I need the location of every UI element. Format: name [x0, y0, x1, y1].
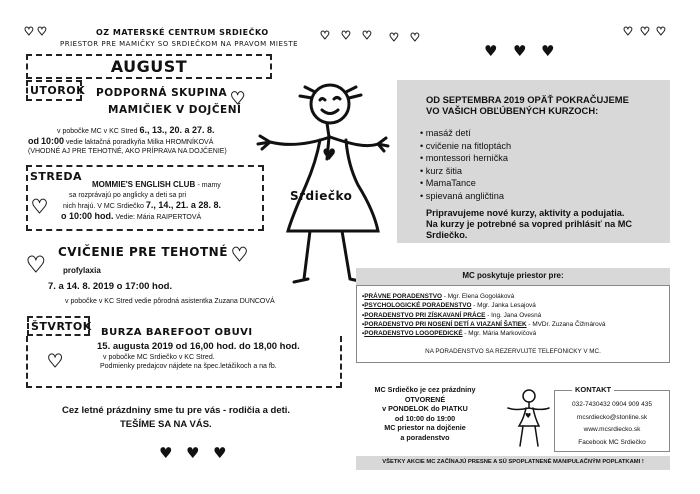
heart-icon: ♥: [410, 31, 420, 44]
heart-icon: ♥: [362, 29, 372, 42]
streda-title: MOMMIE'S ENGLISH CLUB: [92, 180, 196, 189]
heart-icon: ♥: [320, 29, 330, 42]
service-name: PORADENSTVO LOGOPEDICKÉ: [364, 330, 463, 338]
service-item: [362, 311, 605, 320]
contact-facebook[interactable]: Facebook MC Srdiečko: [578, 438, 646, 446]
figure-heart-icon: ♥: [322, 145, 337, 164]
course-list: [420, 127, 511, 203]
contact-title: KONTAKT: [572, 385, 614, 394]
srdiecko-small-figure: [505, 388, 551, 450]
heart-icon: ♥: [26, 253, 46, 278]
heart-icon: ♥: [341, 29, 351, 42]
stvrtok-line-3: Podmienky predajcov nájdete na špec.letáčikoch a na fb.: [100, 363, 277, 370]
september-title-2: VO VAŠICH OBĽÚBENÝCH KURZOCH:: [426, 105, 599, 116]
contact-list: [554, 399, 670, 449]
tehotne-subtitle: profylaxia: [63, 266, 101, 275]
holiday-line-6: a poradenstvo: [400, 432, 450, 442]
srdiecko-figure: [250, 82, 390, 287]
contact-web[interactable]: www.mcsrdiecko.sk: [583, 426, 641, 433]
course-item: • cvičenie na fitloptách: [420, 140, 511, 153]
heart-icon: ♥: [231, 244, 249, 266]
september-title-1: OD SEPTEMBRA 2019 OPÄŤ POKRAČUJEME: [426, 94, 629, 105]
streda-time: o 10:00 hod.: [61, 211, 114, 221]
heart-icon: ♥: [623, 25, 633, 38]
figure-label: Srdiečko: [290, 189, 353, 203]
heart-icon: ♥: [213, 444, 227, 462]
september-note-3: Srdiečko.: [426, 230, 468, 240]
header-org: OZ MATERSKÉ CENTRUM SRDIEČKO: [96, 28, 269, 37]
utorok-line-1: [57, 126, 215, 136]
service-person: - Mgr. Janka Lesajová: [471, 302, 536, 310]
utorok-place: v pobočke MC v KC Stred: [57, 128, 138, 135]
heart-icon: ♥: [47, 351, 64, 372]
services-list: [362, 292, 605, 338]
summer-line-1: Cez letné prázdniny sme tu pre vás - rodičia a deti.: [62, 405, 291, 416]
utorok-line-3: (VHODNÉ AJ PRE TEHOTNÉ, AKO PRÍPRAVA NA DOJČENIE): [28, 148, 227, 155]
month-title: AUGUST: [110, 57, 188, 76]
heart-icon: ♥: [37, 25, 47, 38]
streda-lead: Vedie: Mária RAIPERTOVÁ: [115, 214, 202, 221]
utorok-lead: vedie laktačná poradkyňa Milka HROMNÍKOVÁ: [65, 139, 214, 146]
streda-line-4: [61, 212, 201, 222]
service-item: [362, 301, 605, 310]
holiday-line-2: OTVORENÉ: [404, 394, 446, 404]
stvrtok-line-2: v pobočke MC Srdiečko v KC Stred.: [103, 354, 215, 361]
streda-place: V MC Srdiečko: [97, 203, 144, 210]
heart-icon: ♥: [31, 196, 49, 218]
service-person: - Mgr. Elena Gogoláková: [442, 293, 515, 300]
utorok-title-1: PODPORNÁ SKUPINA: [96, 87, 228, 99]
service-name: PORADENSTVO PRI ZÍSKAVANÍ PRÁCE: [364, 311, 486, 319]
stvrtok-box: [26, 336, 342, 388]
tehotne-dates: 7. a 14. 8. 2019 o 17:00 hod.: [48, 281, 173, 292]
streda-dates: 7., 14., 21. a 28. 8.: [145, 200, 221, 210]
streda-line-3: [63, 201, 221, 211]
tehotne-note: v pobočke v KC Stred vedie pôrodná asistentka Zuzana DUNCOVÁ: [65, 298, 275, 305]
course-item: • montessori hernička: [420, 152, 511, 165]
heart-icon: ♥: [24, 25, 34, 38]
streda-line-2: sa rozprávajú po anglicky a deti sa pri: [69, 192, 187, 199]
course-item: • spievaná angličtina: [420, 190, 511, 203]
streda-play: nich hrajú.: [63, 203, 96, 210]
stvrtok-title: BURZA BAREFOOT OBUVI: [101, 327, 253, 338]
service-name: PRÁVNE PORADENSTVO: [364, 293, 443, 300]
heart-icon: ♥: [389, 31, 399, 44]
heart-icon: ♥: [541, 42, 555, 60]
stvrtok-line-1: 15. augusta 2019 od 16,00 hod. do 18,00 hod.: [97, 341, 300, 352]
september-note-1: Pripravujeme nové kurzy, aktivity a podujatia.: [426, 208, 625, 218]
streda-desc: - mamy: [197, 182, 221, 189]
heart-icon: ♥: [484, 42, 498, 60]
summer-line-2: TEŠÍME SA NA VÁS.: [120, 419, 212, 430]
header-tagline: PRIESTOR PRE MAMIČKY SO SRDIEČKOM NA PRAVOM MIESTE: [60, 40, 299, 48]
course-item: • kurz šitia: [420, 165, 511, 178]
day-label-utorok: UTOROK: [30, 84, 86, 97]
heart-icon: ♥: [230, 89, 246, 109]
course-item: • masáž detí: [420, 127, 511, 140]
service-item: [362, 292, 605, 301]
service-person: - Ing. Jana Ovesná: [485, 311, 542, 319]
service-item: [362, 329, 605, 338]
course-item: • MamaTance: [420, 177, 511, 190]
utorok-line-2: [28, 137, 213, 147]
contact-phones: 032-7430432 0904 909 435: [572, 401, 652, 408]
september-note-2: Na kurzy je potrebné sa vopred prihlásiť na MC: [426, 219, 633, 229]
day-label-streda: STREDA: [30, 170, 83, 183]
utorok-title-2: MAMIČIEK V DOJČENÍ: [108, 104, 242, 116]
utorok-dates: 6., 13., 20. a 27. 8.: [139, 125, 215, 135]
service-name: PSYCHOLOGICKÉ PORADENSTVO: [364, 302, 472, 310]
utorok-od: od: [28, 136, 39, 146]
heart-icon: ♥: [513, 42, 527, 60]
heart-icon: ♥: [159, 444, 173, 462]
streda-line-1: [92, 180, 221, 190]
holiday-line-1: MC Srdiečko je cez prázdniny: [374, 385, 476, 394]
heart-icon: ♥: [656, 25, 666, 38]
utorok-time: 10:00: [40, 136, 64, 146]
heart-icon: ♥: [186, 444, 200, 462]
tehotne-title: CVIČENIE PRE TEHOTNÉ: [58, 245, 228, 259]
service-person: - MVDr. Zuzana Čižmárová: [526, 320, 606, 328]
holiday-line-5: MC priestor na dojčenie: [384, 423, 466, 433]
service-person: - Mgr. Mária Markovičová: [462, 330, 537, 338]
services-title: MC poskytuje priestor pre:: [462, 271, 564, 280]
service-name: PORADENSTVO PRI NOSENÍ DETÍ A VIAZANÍ ŠATIEK: [364, 320, 527, 328]
contact-email[interactable]: mcsrdiecko@stonline.sk: [576, 413, 648, 421]
day-label-stvrtok: ŠTVRTOK: [31, 320, 92, 333]
holiday-box: [353, 385, 497, 443]
small-figure-heart-icon: ♥: [525, 412, 532, 420]
footer-note: VŠETKY AKCIE MC ZAČÍNAJÚ PRESNE A SÚ SPOPLATNENÉ MANIPULAČNÝM POPLATKAMI !: [382, 459, 644, 465]
heart-icon: ♥: [640, 25, 650, 38]
services-note: NA PORADENSTVO SA REZERVUJTE TELEFONICKY V MC.: [425, 348, 601, 355]
service-item: [362, 320, 605, 329]
holiday-line-3: v PONDELOK do PIATKU: [382, 404, 468, 414]
holiday-line-4: od 10:00 do 19:00: [394, 413, 456, 423]
